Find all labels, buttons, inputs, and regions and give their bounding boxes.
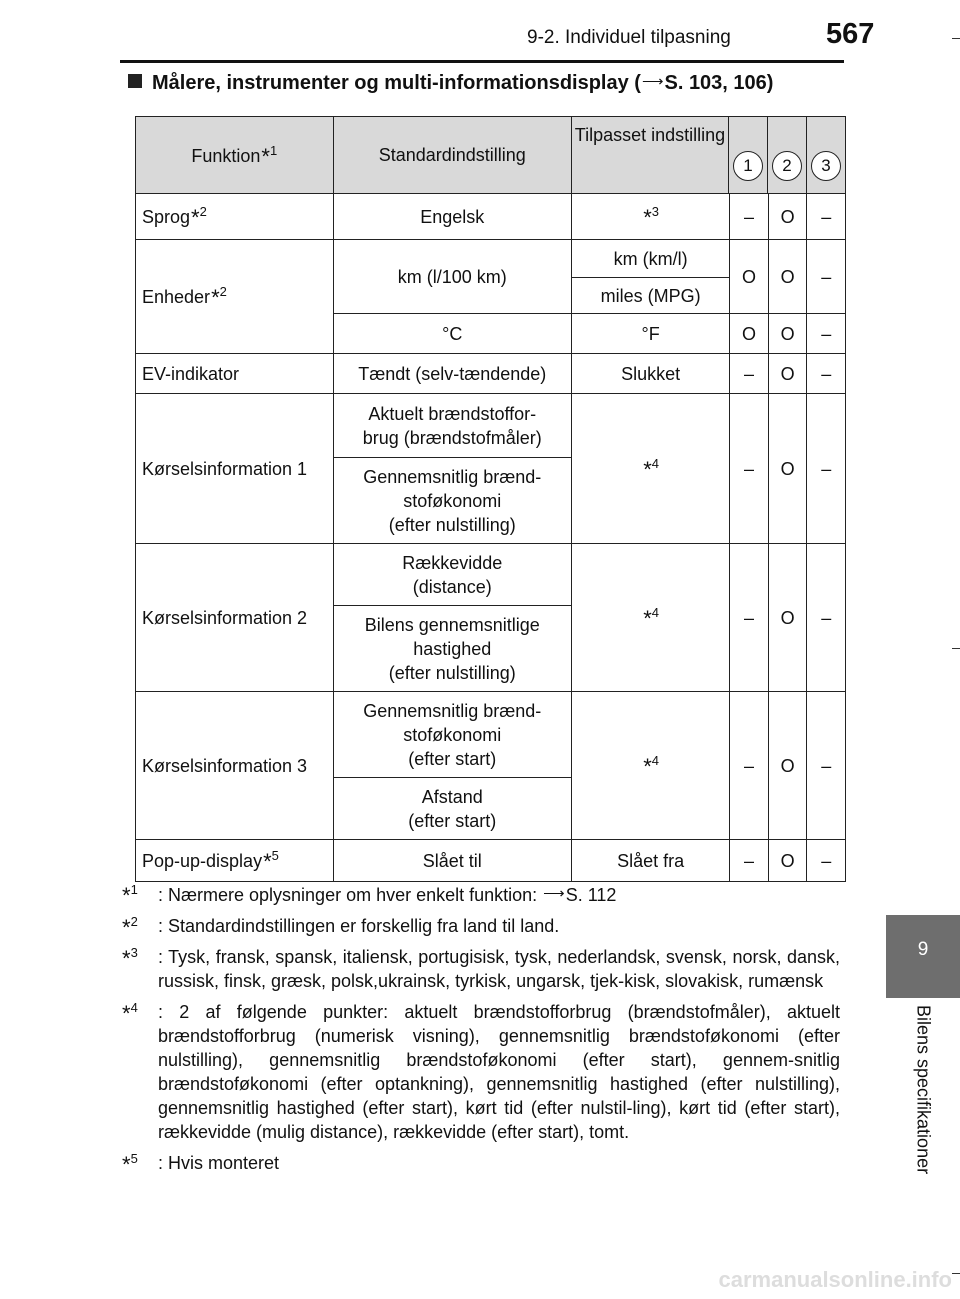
section-title-text: Målere, instrumenter og multi-informationsdisplay ( (152, 72, 641, 94)
header-custom-label: Tilpasset indstilling (572, 117, 729, 193)
footnote-5: *$^5$ : Hvis monteret (122, 1151, 280, 1177)
cell-c1: – (730, 354, 769, 394)
cell-c1: – (730, 840, 769, 882)
chapter-title-text: Bilens specifikationer (913, 1005, 934, 1175)
cell-default: km (l/100 km) (333, 240, 571, 314)
cell-c3: – (807, 194, 846, 240)
cell-c2: O (768, 840, 807, 882)
cell-c1: – (730, 194, 769, 240)
cell-c1: – (730, 692, 769, 840)
circle-2-icon: 2 (772, 151, 802, 181)
cell-default: Engelsk (333, 194, 571, 240)
cell-function: Pop-up-display*$^5$ (136, 840, 334, 882)
cell-c1: O (730, 240, 769, 314)
chapter-tab[interactable]: 9 (886, 915, 960, 998)
settings-table (135, 116, 846, 882)
cell-default: Bilens gennemsnitlige hastighed (efter nulstilling) (333, 606, 571, 692)
cell-custom: *$^3$ (571, 194, 729, 240)
table-row (136, 240, 846, 278)
footnote-2: *$^2$ : Standardindstillingen er forskellig fra land til land. (122, 914, 560, 940)
running-header-section: 9-2. Individuel tilpasning (527, 27, 731, 48)
footnote-1: *$^1$ : Nærmere oplysninger om hver enkelt funktion: ⟶S. 112 (122, 882, 617, 908)
cell-function: Kørselsinformation 1 (136, 394, 334, 544)
header-custom (571, 117, 845, 194)
cell-default: Tændt (selv-tændende) (333, 354, 571, 394)
footnote-1-ref[interactable]: S. 112 (565, 885, 617, 905)
watermark: carmanualsonline.info (718, 1267, 952, 1292)
cell-c2: O (768, 354, 807, 394)
cell-c1: O (730, 314, 769, 354)
table-row (136, 394, 846, 458)
margin-tick (952, 1273, 960, 1274)
cell-custom: *$^4$ (571, 394, 729, 544)
cell-c3: – (807, 394, 846, 544)
table-row (136, 840, 846, 882)
cell-c3: – (807, 354, 846, 394)
cell-default: Slået til (333, 840, 571, 882)
cell-c3: – (807, 840, 846, 882)
cell-c3: – (807, 314, 846, 354)
cell-c2: O (768, 194, 807, 240)
cell-custom: miles (MPG) (571, 278, 729, 314)
arrow-right-icon: ⟶ (641, 73, 664, 90)
header-default: Standardindstilling (333, 117, 571, 194)
cell-c2: O (768, 394, 807, 544)
cell-c3: – (807, 692, 846, 840)
cell-function: EV-indikator (136, 354, 334, 394)
section-title (128, 72, 773, 95)
footnote-4: *$^4$ : 2 af følgende punkter: aktuelt brændstofforbrug (brændstofmåler), aktuelt brændstofforbrug (numerisk visning), gennemsnitlig brændstoføkonomi (efter nulstilling), gennemsnitlig brændstoføkonomi (efter start), gennem-snitlig brændstoføkonomi (efter optankning), gennemsnitlig hastighed (efter nulstilling), gennemsnitlig hastighed (efter start), kørt tid (efter nulstil-ling), kørt tid (efter start), rækkevidde (mulig distance), rækkevidde (efter start), tomt. (122, 1000, 840, 1142)
chapter-title (905, 1005, 941, 1205)
cell-function: Kørselsinformation 3 (136, 692, 334, 840)
table-header-row (136, 117, 846, 194)
asterisk-icon: * (261, 143, 270, 169)
cell-default: Aktuelt brændstoffor- brug (brændstofmåler) (333, 394, 571, 458)
margin-tick (952, 38, 960, 39)
cell-default: Gennemsnitlig brænd- stoføkonomi (efter nulstilling) (333, 458, 571, 544)
header-rule (120, 60, 844, 63)
cell-custom: Slukket (571, 354, 729, 394)
cell-default: Gennemsnitlig brænd- stoføkonomi (efter start) (333, 692, 571, 778)
margin-tick (952, 648, 960, 649)
bullet-square-icon (128, 74, 142, 88)
cell-custom: km (km/l) (571, 240, 729, 278)
page-number: 567 (826, 18, 875, 50)
cell-function: Kørselsinformation 2 (136, 544, 334, 692)
arrow-right-icon: ⟶ (543, 885, 565, 902)
cell-custom: Slået fra (571, 840, 729, 882)
cell-c1: – (730, 544, 769, 692)
table-row (136, 692, 846, 778)
header-function: Funktion*$^1$ (136, 117, 334, 194)
cell-default: Afstand (efter start) (333, 778, 571, 840)
footnotes (121, 882, 840, 1182)
section-title-ref[interactable]: S. 103, 106) (664, 72, 774, 94)
table-row (136, 194, 846, 240)
cell-default: °C (333, 314, 571, 354)
cell-c3: – (807, 544, 846, 692)
cell-c2: O (768, 692, 807, 840)
cell-custom: *$^4$ (571, 692, 729, 840)
circle-3-icon: 3 (811, 151, 841, 181)
cell-custom: *$^4$ (571, 544, 729, 692)
footnote-3: *$^3$ : Tysk, fransk, spansk, italiensk, portugisisk, tysk, nederlandsk, svensk, norsk, dansk, russisk, finsk, græsk, polsk,ukrainsk, tyrkisk, ungarsk, tjek-kisk, slovakisk, rumænsk (122, 945, 840, 991)
cell-function: Sprog*$^2$ (136, 194, 334, 240)
cell-default: Rækkevidde (distance) (333, 544, 571, 606)
cell-c2: O (768, 314, 807, 354)
cell-c1: – (730, 394, 769, 544)
cell-c2: O (768, 240, 807, 314)
cell-c3: – (807, 240, 846, 314)
cell-custom: °F (571, 314, 729, 354)
table-row (136, 544, 846, 606)
circle-1-icon: 1 (733, 151, 763, 181)
cell-c2: O (768, 544, 807, 692)
cell-function: Enheder*$^2$ (136, 240, 334, 354)
table-row (136, 354, 846, 394)
